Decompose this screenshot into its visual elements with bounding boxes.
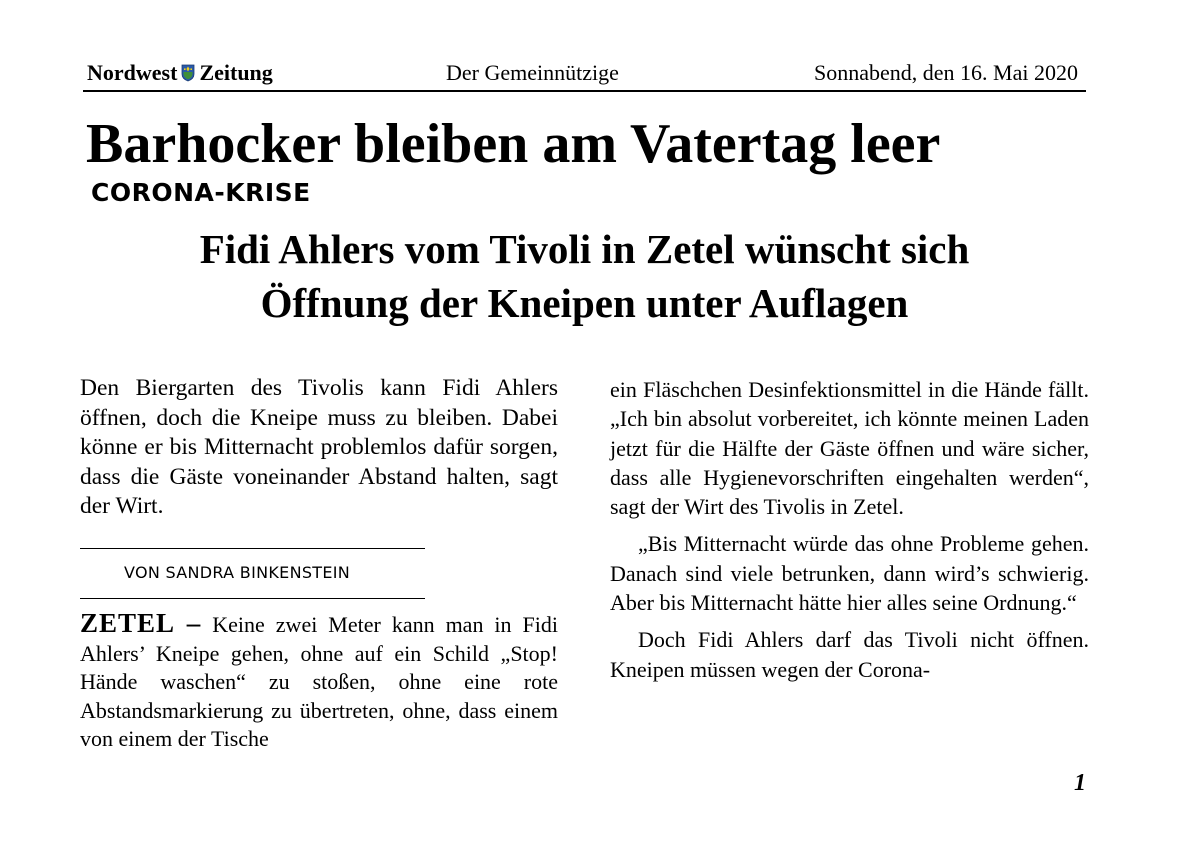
subhead-line-2: Öffnung der Kneipen unter Auflagen [260,280,909,326]
byline-rule-bottom [80,598,425,599]
coat-of-arms-icon [181,64,195,82]
subhead-line-1: Fidi Ahlers vom Tivoli in Zetel wünscht sich [199,226,970,272]
paper-name-right: Zeitung [199,60,273,85]
body-paragraph-1 [80,609,558,754]
intro-text: Den Biergarten des Tivolis kann Fidi Ahlers öffnen, doch die Kneipe muss zu bleiben. Dabei könne er bis Mitternacht problemlos dafür sorgen, dass die Gäste voneinander Abstand halten, sagt der Wirt. [80,375,558,519]
intro-paragraph [80,374,558,522]
body-left-text: Keine zwei Meter kann man in Fidi Ahlers’ Kneipe gehen, ohne auf ein Schild „Stop! Hände waschen“ zu stoßen, ohne eine rote Abstandsmarkierung zu übertreten, ohne, dass einem von einem der Tische [80,612,558,752]
paper-name [87,60,273,86]
dateline: ZETEL – [80,608,202,638]
body-paragraph-2: ein Fläschchen Desinfektionsmittel in die Hände fällt. „Ich bin absolut vorbereitet, ich könnte meinen Laden jetzt für die Hälfte der Gäste öffnen und wäre sicher, dass alle Hygienevorschriften eingehalten werden“, sagt der Wirt des Tivolis in Zetel. [610,377,1089,520]
body-column-right [610,375,1089,684]
body-paragraph-3: „Bis Mitternacht würde das ohne Probleme gehen. Danach sind viele betrunken, dann wird’s schwierig. Aber bis Mitternacht hätte hier alles seine Ordnung.“ [610,531,1089,616]
paper-name-left: Nordwest [87,60,178,85]
issue-date: Sonnabend, den 16. Mai 2020 [814,60,1078,85]
page-number: 1 [1074,770,1086,796]
byline: VON SANDRA BINKENSTEIN [124,563,351,582]
section-name: Der Gemeinnützige [446,60,619,85]
headline: Barhocker bleiben am Vatertag leer [86,113,941,175]
byline-rule-top [80,548,425,549]
masthead [83,58,1086,92]
kicker: CORONA-KRISE [91,178,311,207]
subhead [83,222,1086,330]
body-paragraph-4: Doch Fidi Ahlers darf das Tivoli nicht öffnen. Kneipen müssen wegen der Corona- [610,627,1089,682]
body-column-left [80,609,558,754]
